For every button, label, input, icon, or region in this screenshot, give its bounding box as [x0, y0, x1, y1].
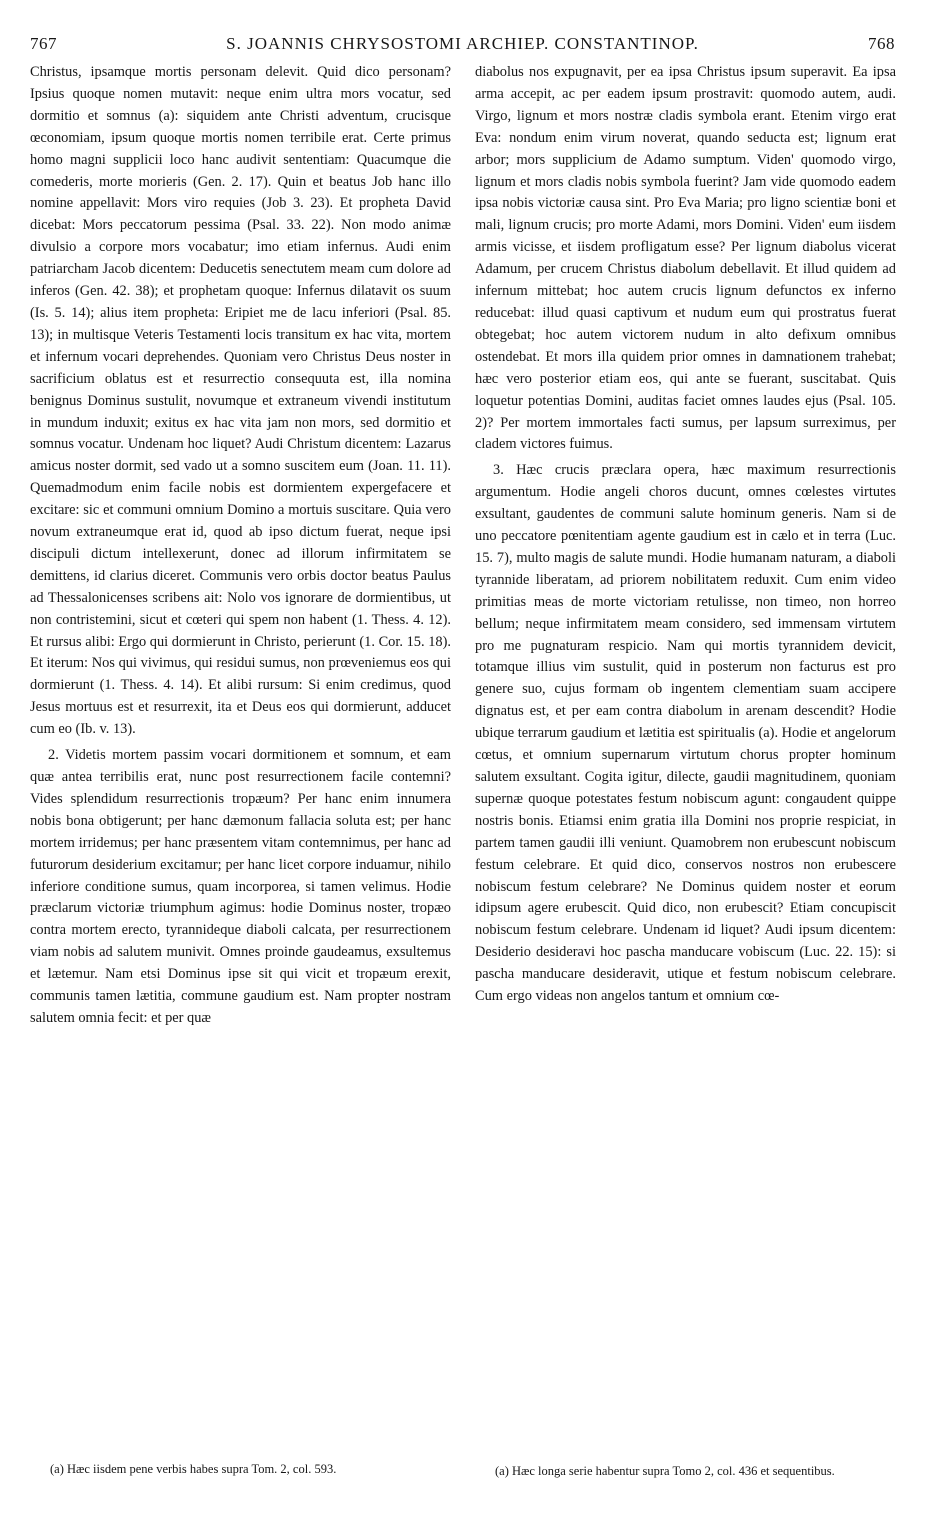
right-column [475, 62, 896, 1008]
column-number-right: 768 [868, 34, 895, 53]
paragraph: diabolus nos expugnavit, per ea ipsa Christus ipsum superavit. Ea ipsa arma accepit, ac per eadem ipsum prostravit: quomodo autem, audi. Virgo, lignum et mors nostræ cladis symbola erant. Etenim virgo erat Eva: nondum enim virum noverat, quando seducta est; lignum erat arbor; mors supplicium de Adamo sumptum. Viden' quomodo virgo, lignum et mors cladis nobis symbola fuerint? Jam vide quomodo eadem ipsa nobis victoriæ causa sint. Pro Eva Maria; pro ligno scientiæ boni et mali, lignum crucis; pro morte Adami, mors Domini. Viden' eum iisdem armis vicisse, et iisdem profligatum esse? Per lignum diabolus vicerat Adamum, per crucem Christus diabolum debellavit. Et illud quidem ad infernum mittebat; hoc autem crucis lignum defunctos ex inferno reducebat: illud quasi captivum et nudum eum qui prostratus fuerat obtegebat; hoc autem victorem nudum in alto defixum omnibus ostendebat. Et mors illa quidem prior omnes in damnationem trahebat; hæc vero posterior etiam eos, qui ante se fuerant, suscitabat. Quis loquetur potentias Domini, auditas faciet omnes laudes ejus (Psal. 105. 2)? Per mortem immortales facti sumus, per lapsum surreximus, per cladem victores fuimus. [475, 64, 896, 453]
column-number-left: 767 [30, 34, 57, 53]
footnote-left: (a) Hæc iisdem pene verbis habes supra Tom. 2, col. 593. [50, 1462, 337, 1476]
paragraph: 2. Videtis mortem passim vocari dormitionem et somnum, et eam quæ antea terribilis erat, nunc post resurrectionem facile contemni? Vides splendidum resurrectionis tropæum? Per hanc enim innumera nobis bona obtigerunt; per hanc dæmonum fallacia soluta est; per hanc mortem irridemus; per hanc præsentem vitam contemnimus, per hanc ad futurorum desiderium excitamur; per hanc licet corpore induamur, nihilo inferiore conditione sumus, quam incorporea, si tamen velimus. Hodie præclarum victoriæ triumphum agimus: hodie Dominus noster, tropæo contra mortem erecto, tyrannideque diaboli calcata, per resurrectionem viam nobis ad salutem munivit. Omnes proinde gaudeamus, exsultemus et lætemur. Nam etsi Dominus ipse sit qui vicit et tropæum erexit, communis tamen lætitia, commune gaudium est. Nam propter nostram salutem omnia fecit: et per quæ [30, 747, 451, 1026]
left-column [30, 62, 451, 1030]
page-header [30, 34, 895, 56]
paragraph: Christus, ipsamque mortis personam delevit. Quid dico personam? Ipsius quoque nomen mutavit: neque enim ultra mors vocatur, sed dormitio et somnus (a): siquidem ante Christi adventum, crucisque œconomiam, ipsum quoque mortis nomen terribile erat. Certe primus homo magni supplicii loco hanc audivit sententiam: Quacumque die comederis, morte morieris (Gen. 2. 17). Quin et beatus Job hanc illo nomine appellavit: Mors viro requies (Job 3. 23). Et propheta David dicebat: Mors peccatorum pessima (Psal. 33. 22). Non modo animæ divulsio a corpore mors vocabatur; imo etiam infernus. Audi enim patriarcham Jacob dicentem: Deducetis senectutem meam cum dolore ad inferos (Gen. 42. 38); et prophetam quoque: Infernus dilatavit os suum (Is. 5. 14); alius item propheta: Eripiet me de lacu inferiori (Psal. 85. 13); in multisque Veteris Testamenti locis transitum ex hac vita, mortem et infernum vocari deprehendes. Quoniam vero Christus Deus noster in sacrificium oblatus est et resurrectio consequuta est, illa nomina benignus Dominus sustulit, novumque et extraneum vivendi institutum in mundum induxit; exitus ex hac vita jam non mors, sed dormitio et somnus vocatur. Undenam hoc liquet? Audi Christum dicentem: Lazarus amicus noster dormit, sed vado ut a somno suscitem eum (Joan. 11. 11). Quemadmodum enim facile nobis est dormientem expergefacere et excitare: sic et communi omnium Domino a mortuis suscitare. Quia vero novum extraneumque erat id, quod ab ipso dictum fuerat, neque ipsi discipuli dictum intellexerunt, donec ad illorum infirmitatem se demittens, id clarius diceret. Communis vero orbis doctor beatus Paulus ad Thessalonicenses scribens ait: Nolo vos ignorare de dormientibus, ut non contristemini, sicut et cœteri qui spem non habent (1. Thess. 4. 12). Et rursus alibi: Ergo qui dormierunt in Christo, perierunt (1. Cor. 15. 18). Et iterum: Nos qui vivimus, qui residui sumus, non prœveniemus eos qui dormierunt (1. Thess. 4. 14). Et alibi rursum: Si enim credimus, quod Jesus mortuus est et resurrexit, ita et Deus eos qui dormierunt, adducet cum eo (Ib. v. 13). [30, 64, 451, 738]
running-title: S. JOANNIS CHRYSOSTOMI ARCHIEP. CONSTANTINOP. [226, 34, 699, 53]
paragraph: 3. Hæc crucis præclara opera, hæc maximum resurrectionis argumentum. Hodie angeli choros ducunt, omnes cœlestes virtutes exsultant, gaudentes de communi salute hominum generis. Nam si de uno peccatore pœnitentiam agente gaudium est in cælo et in terra (Luc. 15. 7), multo magis de salute mundi. Hodie humanam naturam, a diaboli tyrannide liberatam, ad priorem nobilitatem reduxit. Cum enim video primitias meas de morte victoriam retulisse, non timeo, non horreo bellum; neque infirmitatem meam considero, sed immensam virtutem pro me pugnaturam respicio. Nam qui mortis tyrannidem devicit, totamque illius vim sustulit, quid in posterum non facturus est pro genere suo, cujus formam ob ingentem clementiam suam accipere dignatus est, et per eam contra diabolum in arenam descendit? Hodie ubique terrarum gaudium et lætitia est spiritualis (a). Hodie et angelorum cœtus, et omnium supernarum virtutum chorus propter hominum salutem exsultant. Cogita igitur, dilecte, gaudii magnitudinem, quoniam supernæ quoque potestates festum nobiscum agunt: congaudent quippe nostris bonis. Etiamsi enim gratia illa Domini nos proprie respiciat, in partem tamen gaudii illi veniunt. Quamobrem non erubescunt nobiscum festum celebrare. Et quid dico, conservos nostros non erubescere nobiscum festum celebrare? Ne Dominus quidem noster et eorum idipsum agere erubescit. Quid dico, non erubescit? Etiam concupiscit nobiscum festum celebrare. Undenam id liquet? Audi ipsum dicentem: Desiderio desideravi hoc pascha manducare vobiscum (Luc. 22. 15): si pascha manducare desideravit, utique et festum nobiscum celebrare. Cum ergo videas non angelos tantum et omnium cœ- [475, 462, 896, 1005]
footnote-right: (a) Hæc longa serie habentur supra Tomo 2, col. 436 et sequentibus. [495, 1464, 835, 1478]
